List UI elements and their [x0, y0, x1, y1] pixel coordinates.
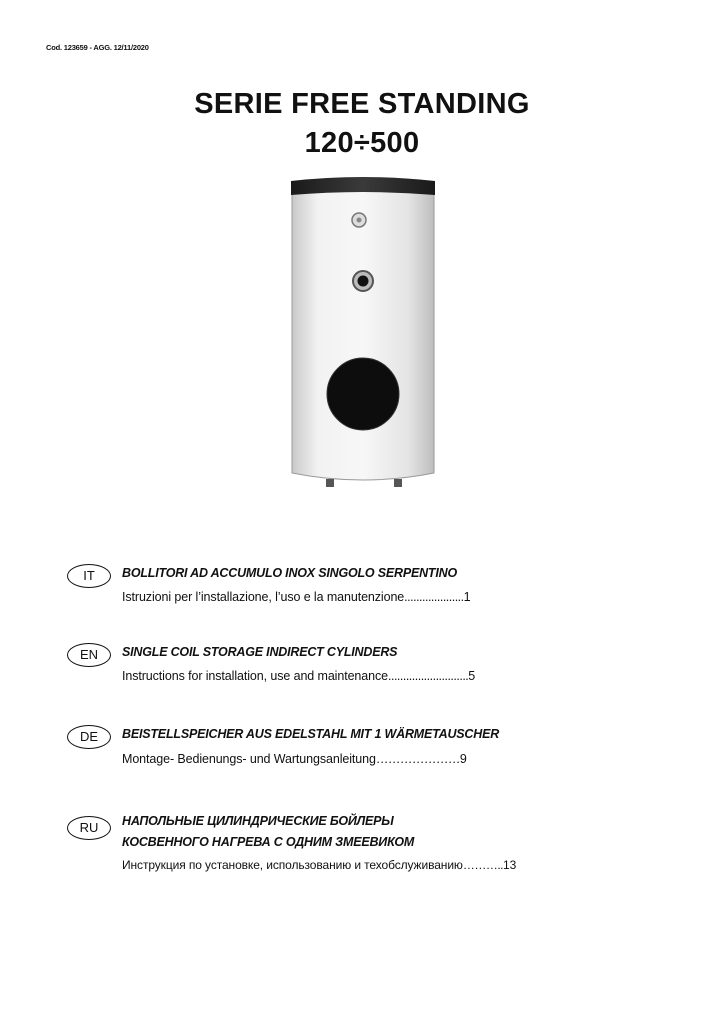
page-title: SERIE FREE STANDING — [194, 88, 530, 120]
toc-leader-en: ........................... — [388, 669, 469, 683]
lang-badge-de: DE — [67, 725, 111, 749]
toc-page-en: 5 — [468, 669, 476, 683]
toc-text-de: Montage- Bedienungs- und Wartungsanleitung — [122, 752, 376, 766]
toc-leader-ru: ……….. — [462, 858, 504, 872]
toc-text-it: Istruzioni per l’installazione, l’uso e la manutenzione — [122, 590, 405, 604]
toc-page-ru: 13 — [503, 858, 517, 872]
toc-page-de: 9 — [459, 752, 467, 766]
left-foot — [326, 479, 334, 487]
section-heading-en: SINGLE COIL STORAGE INDIRECT CYLINDERS — [122, 645, 398, 659]
toc-page-it: 1 — [463, 590, 471, 604]
lang-badge-it: IT — [67, 564, 111, 588]
right-foot — [394, 479, 402, 487]
toc-entry-ru — [122, 858, 516, 872]
toc-leader-it: .................... — [404, 590, 464, 604]
toc-entry-de — [122, 752, 467, 766]
section-heading-de: BEISTELLSPEICHER AUS EDELSTAHL MIT 1 WÄRMETAUSCHER — [122, 727, 500, 741]
section-heading-it: BOLLITORI AD ACCUMULO INOX SINGOLO SERPENTINO — [122, 566, 457, 580]
toc-leader-de: ………………… — [375, 752, 460, 766]
lang-badge-ru: RU — [67, 816, 111, 840]
lang-badge-en: EN — [67, 643, 111, 667]
document-code: Cod. 123659 - AGG. 12/11/2020 — [46, 43, 149, 52]
toc-text-ru: Инструкция по установке, использованию и техобслуживанию — [122, 858, 463, 872]
toc-entry-en — [122, 669, 475, 683]
section-heading2-ru: КОСВЕННОГО НАГРЕВА С ОДНИМ ЗМЕЕВИКОМ — [122, 835, 415, 849]
toc-entry-it — [122, 590, 471, 604]
section-heading-ru: НАПОЛЬНЫЕ ЦИЛИНДРИЧЕСКИЕ БОЙЛЕРЫ — [122, 814, 394, 828]
page-subtitle: 120÷500 — [304, 127, 420, 159]
storage-cylinder-illustration — [290, 175, 436, 495]
toc-text-en: Instructions for installation, use and maintenance — [122, 669, 388, 683]
